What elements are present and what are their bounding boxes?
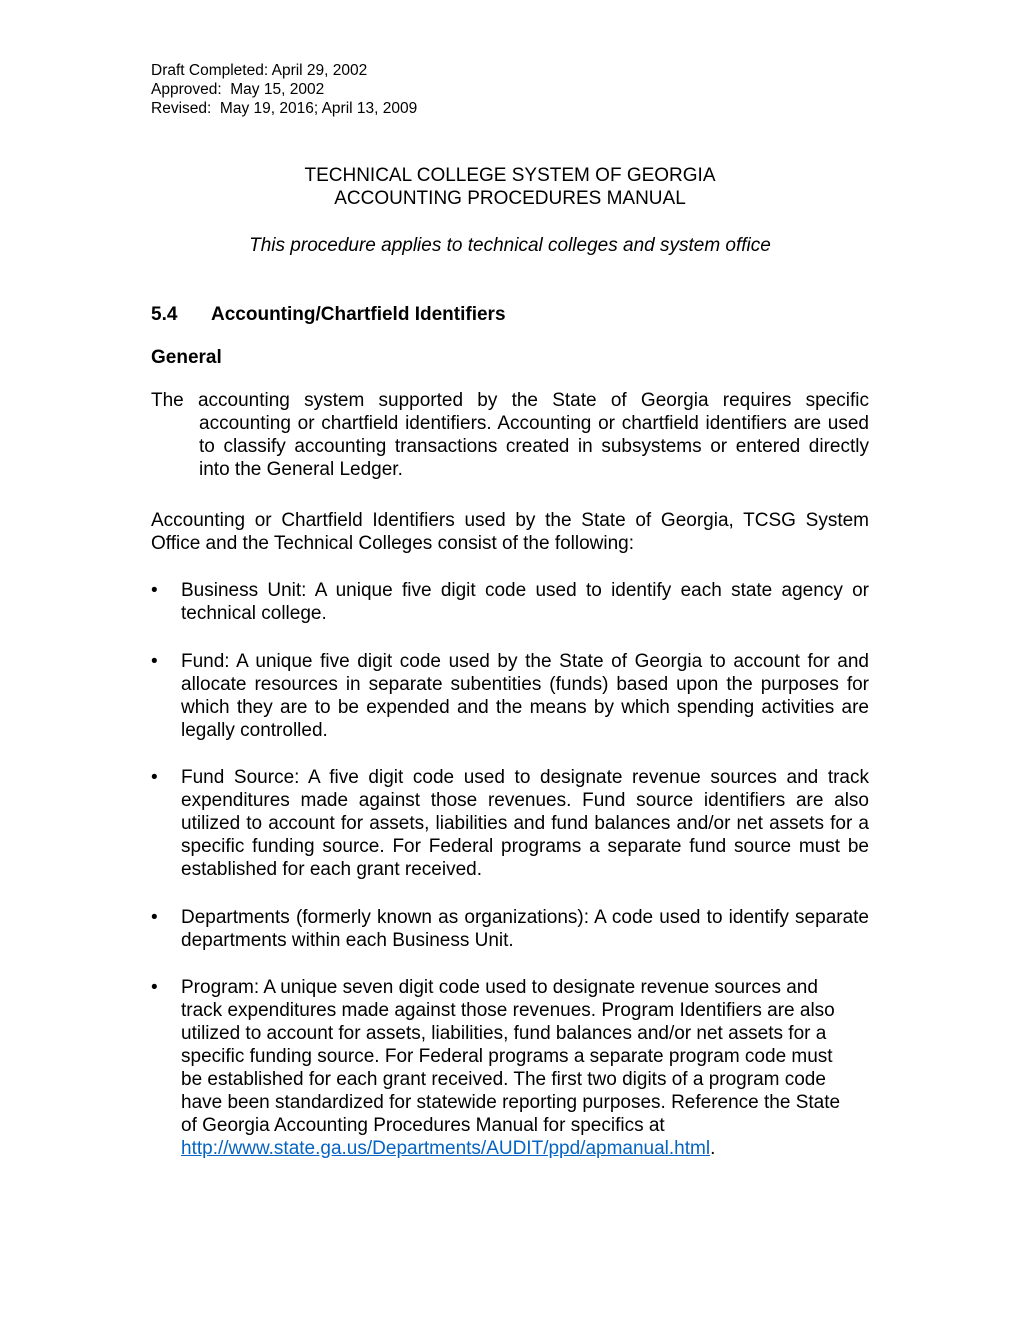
paragraph-intro: The accounting system supported by the State of Georgia requires specific accounting or chartfield identifiers. Accounting or chartfield identifiers are used to classify accounting transactions created in subsystems or entered directly into the General Ledger. bbox=[151, 390, 869, 480]
draft-date: Draft Completed: April 29, 2002 bbox=[151, 62, 368, 79]
list-item: • Departments (formerly known as organizations): A code used to identify separate departments within each Business Unit. bbox=[151, 907, 869, 951]
list-item: • Fund: A unique five digit code used by the State of Georgia to account for and allocate resources in separate subentities (funds) based upon the purposes for which they are to be expended and the means by which spending activities are legally controlled. bbox=[151, 651, 869, 741]
bullet-icon: • bbox=[151, 580, 158, 601]
title-line-2: ACCOUNTING PROCEDURES MANUAL bbox=[334, 188, 686, 209]
approved-date: Approved: May 15, 2002 bbox=[151, 81, 325, 98]
document-meta bbox=[151, 61, 417, 118]
applies-note: This procedure applies to technical colleges and system office bbox=[249, 235, 771, 256]
section-number: 5.4 bbox=[151, 304, 178, 325]
section-title: Accounting/Chartfield Identifiers bbox=[211, 304, 506, 325]
list-item: • Fund Source: A five digit code used to designate revenue sources and track expenditures made against those revenues. Fund source identifiers are also utilized to account for assets, liabilities and fund balances and/or net assets for a specific funding source. For Federal programs a separate fund source must be established for each grant received. bbox=[151, 767, 869, 880]
title-line-1: TECHNICAL COLLEGE SYSTEM OF GEORGIA bbox=[304, 165, 716, 186]
list-item: • Program: A unique seven digit code used to designate revenue sources and track expenditures made against those revenues. Program Identifiers are also utilized to account for assets, liabilities, fund balances and/or net assets for a specific funding source. For Federal programs a separate program code must be established for each grant received. The first two digits of a program code have been standardized for statewide reporting purposes. Reference the State of Georgia Accounting Procedures Manual for specifics at http://www.state.ga.us/Departments/AUDIT/ppd/apmanual.html. bbox=[151, 977, 841, 1159]
bullet-icon: • bbox=[151, 907, 158, 928]
section-heading bbox=[151, 303, 869, 326]
revised-date: Revised: May 19, 2016; April 13, 2009 bbox=[151, 100, 418, 117]
apmanual-link[interactable]: http://www.state.ga.us/Departments/AUDIT/ppd/apmanual.html bbox=[181, 1138, 711, 1159]
document-title bbox=[151, 164, 869, 210]
paragraph-identifiers: Accounting or Chartfield Identifiers used by the State of Georgia, TCSG System Office and the Technical Colleges consist of the following: bbox=[151, 510, 869, 554]
subheading-general: General bbox=[151, 347, 222, 368]
list-item: • Business Unit: A unique five digit code used to identify each state agency or technical college. bbox=[151, 580, 869, 624]
bullet-icon: • bbox=[151, 651, 158, 672]
bullet-icon: • bbox=[151, 767, 158, 788]
bullet-icon: • bbox=[151, 977, 158, 998]
